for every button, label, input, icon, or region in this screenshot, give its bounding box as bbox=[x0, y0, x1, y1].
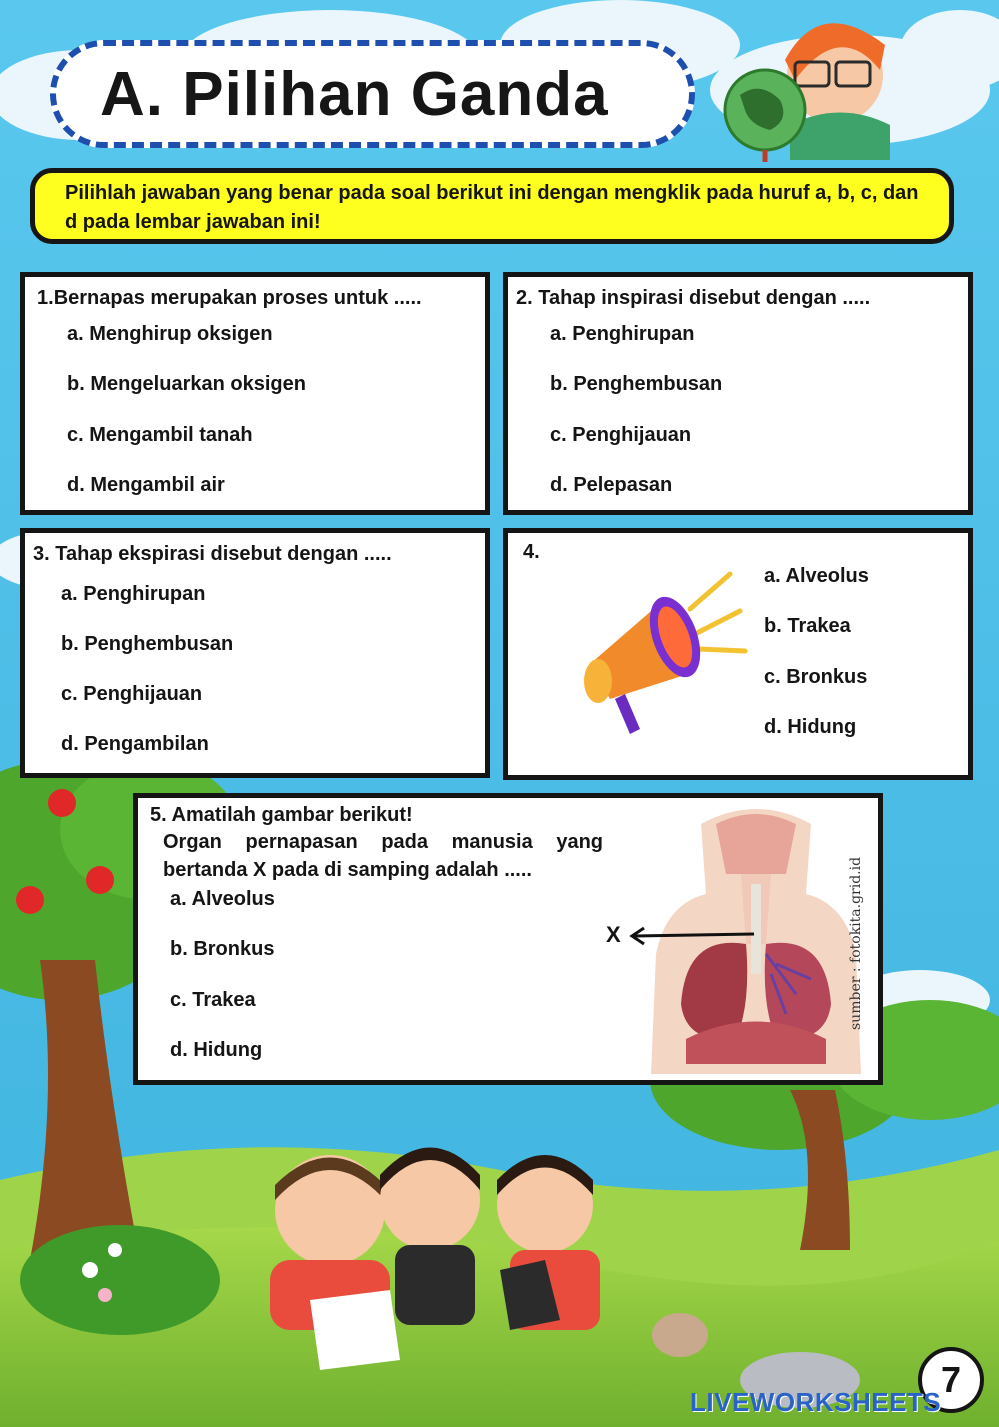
question-2-text bbox=[516, 287, 870, 310]
question-4-option-c[interactable]: c. Bronkus bbox=[764, 666, 868, 688]
question-2-option-c[interactable]: c. Penghijauan bbox=[550, 424, 692, 446]
question-1-option-c[interactable]: c. Mengambil tanah bbox=[67, 424, 253, 446]
question-4-option-a[interactable]: a. Alveolus bbox=[764, 565, 869, 587]
question-3-text bbox=[33, 543, 392, 566]
marker-arrow-icon bbox=[626, 926, 756, 946]
page-title: A. Pilihan Ganda bbox=[100, 60, 609, 129]
question-1-option-a[interactable]: a. Menghirup oksigen bbox=[67, 323, 273, 345]
question-3-prompt: Tahap ekspirasi disebut dengan ..... bbox=[55, 543, 392, 565]
question-4-option-d[interactable]: d. Hidung bbox=[764, 716, 857, 738]
question-3-card bbox=[20, 528, 490, 778]
question-1-option-d[interactable]: d. Mengambil air bbox=[67, 474, 225, 496]
question-2-card bbox=[503, 272, 973, 515]
question-2-option-a[interactable]: a. Penghirupan bbox=[550, 323, 695, 345]
question-2-option-b[interactable]: b. Penghembusan bbox=[550, 373, 723, 395]
question-5-option-b[interactable]: b. Bronkus bbox=[170, 938, 275, 960]
instruction-banner: Pilihlah jawaban yang benar pada soal berikut ini dengan mengklik pada huruf a, b, c, dan d pada lembar jawaban ini! bbox=[30, 168, 954, 244]
question-5-marker: X bbox=[606, 922, 621, 947]
question-3-option-c[interactable]: c. Penghijauan bbox=[61, 683, 203, 705]
question-2-number: 2. bbox=[516, 287, 533, 309]
question-3-number: 3. bbox=[33, 543, 50, 565]
question-1-text bbox=[37, 287, 422, 310]
question-5-prompt: Amatilah gambar berikut! bbox=[171, 804, 413, 826]
question-3-option-d[interactable]: d. Pengambilan bbox=[61, 733, 209, 755]
liveworksheets-logo[interactable]: LIVEWORKSHEETS bbox=[690, 1387, 942, 1417]
question-5-card bbox=[133, 793, 883, 1085]
question-2-option-d[interactable]: d. Pelepasan bbox=[550, 474, 673, 496]
question-5-option-c[interactable]: c. Trakea bbox=[170, 989, 256, 1011]
question-3-option-a[interactable]: a. Penghirupan bbox=[61, 583, 206, 605]
question-3-option-b[interactable]: b. Penghembusan bbox=[61, 633, 234, 655]
question-5-option-a[interactable]: a. Alveolus bbox=[170, 888, 275, 910]
question-5-number: 5. bbox=[150, 804, 167, 826]
question-5-option-d[interactable]: d. Hidung bbox=[170, 1039, 263, 1061]
question-1-number: 1. bbox=[37, 287, 54, 309]
question-4-number: 4. bbox=[523, 541, 540, 563]
question-2-prompt: Tahap inspirasi disebut dengan ..... bbox=[538, 287, 871, 309]
question-1-prompt: Bernapas merupakan proses untuk ..... bbox=[53, 287, 422, 309]
question-1-option-b[interactable]: b. Mengeluarkan oksigen bbox=[67, 373, 306, 395]
megaphone-icon bbox=[570, 569, 750, 739]
page-number: 7 bbox=[918, 1347, 984, 1413]
image-credit: sumber : fotokita.grid.id bbox=[848, 856, 864, 1030]
question-4-option-b[interactable]: b. Trakea bbox=[764, 615, 851, 637]
question-5-subtext: Organ pernapasan pada manusia yang bertanda X pada di samping adalah ..... bbox=[163, 831, 603, 881]
question-4-card bbox=[503, 528, 973, 780]
question-5-text bbox=[150, 804, 413, 827]
question-1-card bbox=[20, 272, 490, 515]
bushes bbox=[20, 1225, 220, 1335]
